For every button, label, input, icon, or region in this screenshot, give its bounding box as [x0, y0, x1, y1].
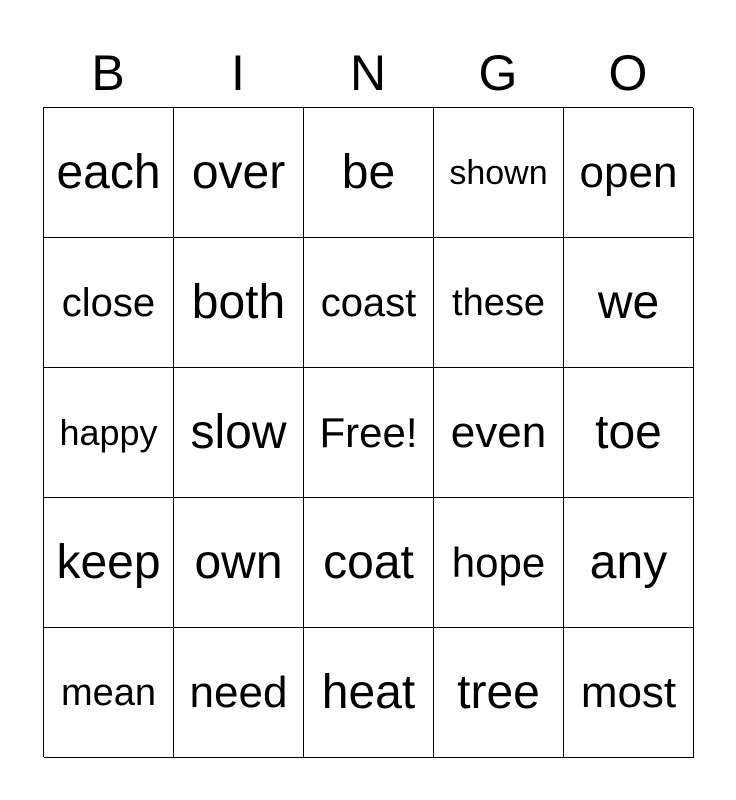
bingo-cell: happy [44, 368, 174, 498]
bingo-cell: need [174, 628, 304, 758]
header-letter-i: I [231, 45, 245, 101]
bingo-cell: be [304, 108, 434, 238]
bingo-cell: hope [434, 498, 564, 628]
bingo-header [43, 40, 693, 106]
bingo-cell: over [174, 108, 304, 238]
bingo-cell: close [44, 238, 174, 368]
bingo-cell: both [174, 238, 304, 368]
bingo-cell: own [174, 498, 304, 628]
bingo-cell: tree [434, 628, 564, 758]
bingo-cell: keep [44, 498, 174, 628]
bingo-cell: we [564, 238, 694, 368]
header-letter-o: O [608, 45, 648, 101]
bingo-cell: most [564, 628, 694, 758]
bingo-cell: open [564, 108, 694, 238]
header-letter-n: N [349, 45, 387, 101]
bingo-cell: even [434, 368, 564, 498]
bingo-cell: these [434, 238, 564, 368]
free-space-cell: Free! [304, 368, 434, 498]
bingo-cell: coat [304, 498, 434, 628]
bingo-cell: each [44, 108, 174, 238]
header-letter-b: B [91, 45, 125, 101]
bingo-cell: coast [304, 238, 434, 368]
bingo-cell: any [564, 498, 694, 628]
bingo-cell: slow [174, 368, 304, 498]
header-letter-g: G [478, 45, 518, 101]
bingo-cell: shown [434, 108, 564, 238]
bingo-cell: mean [44, 628, 174, 758]
bingo-cell: heat [304, 628, 434, 758]
bingo-cell: toe [564, 368, 694, 498]
bingo-grid [43, 107, 693, 757]
